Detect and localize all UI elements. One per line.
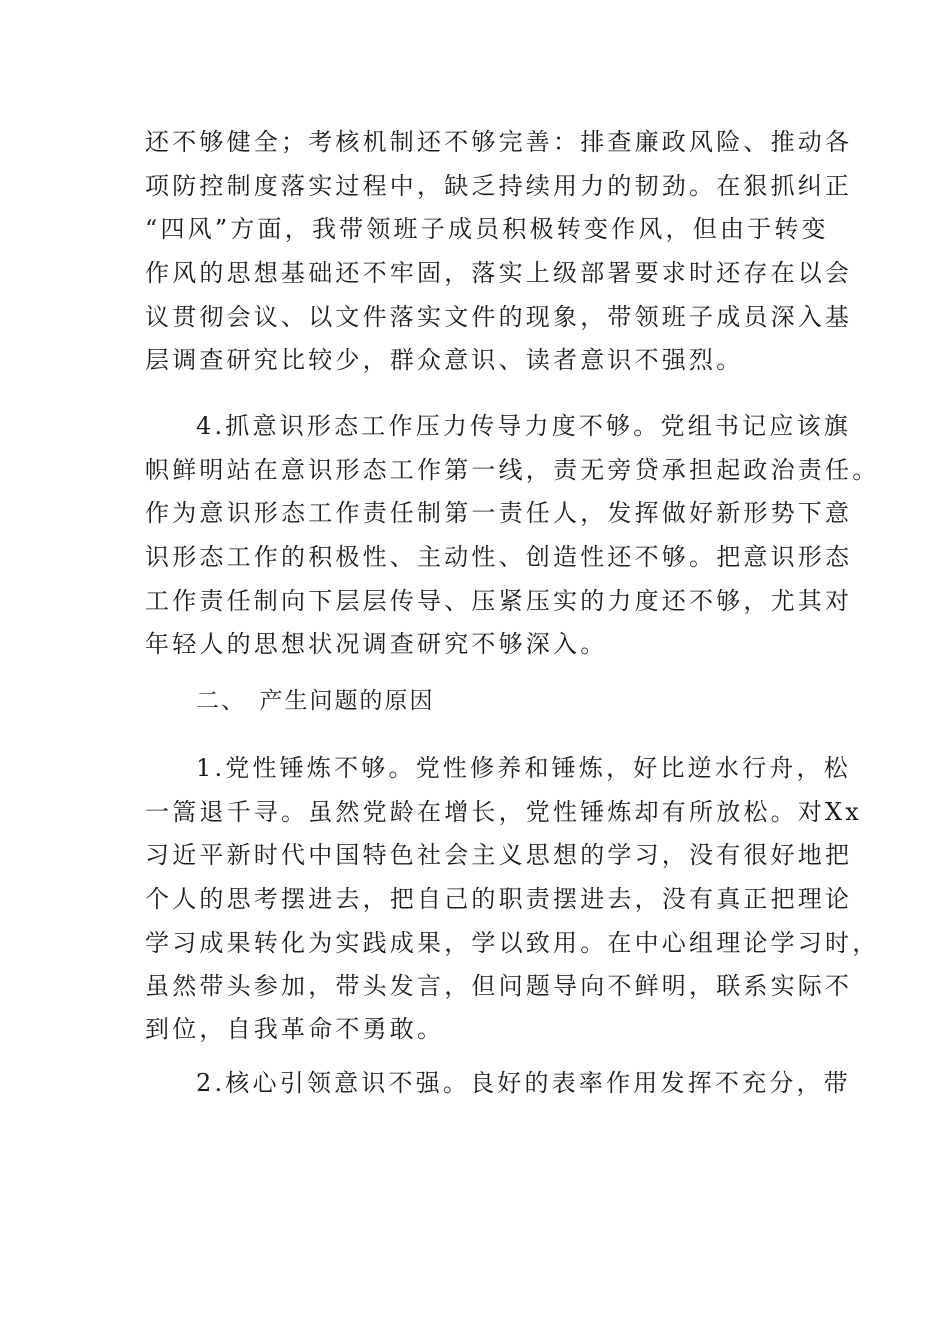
paragraph-line: 4.抓意识形态工作压力传导力度不够。党组书记应该旗 [196, 412, 851, 440]
paragraph-line: 虽然带头参加，带头发言，但问题导向不鲜明，联系实际不 [145, 972, 853, 1000]
paragraph-line: 个人的思考摆进去，把自己的职责摆进去，没有真正把理论 [145, 885, 853, 913]
paragraph-line: 到位，自我革命不勇敢。 [145, 1015, 445, 1043]
section-heading: 二、 产生问题的原因 [196, 688, 435, 714]
paragraph-line: 还不够健全；考核机制还不够完善：排查廉政风险、推动各 [145, 128, 853, 156]
paragraph-line: 识形态工作的积极性、主动性、创造性还不够。把意识形态 [145, 543, 853, 571]
paragraph-line: 一篙退千寻。虽然党龄在增长，党性锤炼却有所放松。对Xx [145, 798, 863, 826]
paragraph-line: 层调查研究比较少，群众意识、读者意识不强烈。 [145, 346, 744, 374]
paragraph-line: 1.党性锤炼不够。党性修养和锤炼，好比逆水行舟，松 [196, 754, 851, 782]
paragraph-line: 工作责任制向下层层传导、压紧压实的力度还不够，尤其对 [145, 587, 853, 615]
paragraph-line: 项防控制度落实过程中，缺乏持续用力的韧劲。在狠抓纠正 [145, 172, 853, 200]
paragraph-line: “四风”方面，我带领班子成员积极转变作风，但由于转变 [145, 215, 829, 243]
paragraph-line: 年轻人的思想状况调查研究不够深入。 [145, 630, 608, 658]
paragraph-line: 习近平新时代中国特色社会主义思想的学习，没有很好地把 [145, 841, 853, 869]
paragraph-line: 帜鲜明站在意识形态工作第一线，责无旁贷承担起政治责任。 [145, 456, 880, 484]
paragraph-line: 2.核心引领意识不强。良好的表率作用发挥不充分，带 [196, 1069, 851, 1097]
paragraph-line: 学习成果转化为实践成果，学以致用。在中心组理论学习时， [145, 929, 880, 957]
paragraph-line: 作风的思想基础还不牢固，落实上级部署要求时还存在以会 [145, 259, 853, 287]
paragraph-line: 作为意识形态工作责任制第一责任人，发挥做好新形势下意 [145, 499, 853, 527]
paragraph-line: 议贯彻会议、以文件落实文件的现象，带领班子成员深入基 [145, 303, 853, 331]
